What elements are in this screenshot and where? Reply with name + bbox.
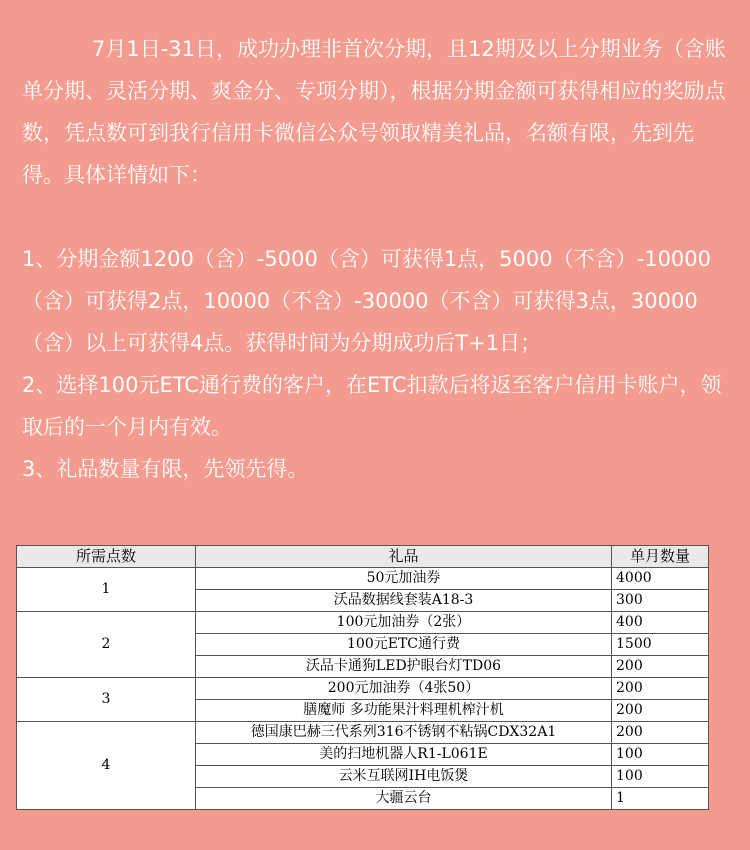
gift-cell: 沃品卡通狗LED护眼台灯TD06: [196, 656, 612, 678]
points-cell: 3: [17, 678, 196, 722]
qty-cell: 200: [612, 700, 709, 722]
table-row: [17, 568, 709, 590]
qty-cell: 300: [612, 590, 709, 612]
qty-cell: 100: [612, 744, 709, 766]
gift-cell: 膳魔师 多功能果汁料理机榨汁机: [196, 700, 612, 722]
gift-cell: 大疆云台: [196, 788, 612, 810]
header-qty: 单月数量: [612, 546, 709, 568]
rule-1: 1、分期金额1200（含）-5000（含）可获得1点，5000（不含）-10000（含）可获得2点，10000（不含）-30000（不含）可获得3点，30000（含）以上可获得4点。获得时间为分期成功后T+1日；: [22, 247, 712, 355]
qty-cell: 100: [612, 766, 709, 788]
header-gift: 礼品: [196, 546, 612, 568]
intro-paragraph: 7月1日-31日，成功办理非首次分期，且12期及以上分期业务（含账单分期、灵活分期、爽金分、专项分期），根据分期金额可获得相应的奖励点数，凭点数可到我行信用卡微信公众号领取精美礼品，名额有限，先到先得。具体详情如下：: [22, 37, 726, 187]
qty-cell: 1500: [612, 634, 709, 656]
table-header-row: [17, 546, 709, 568]
qty-cell: 4000: [612, 568, 709, 590]
gift-cell: 100元ETC通行费: [196, 634, 612, 656]
points-cell: 2: [17, 612, 196, 678]
qty-cell: 200: [612, 722, 709, 744]
qty-cell: 1: [612, 788, 709, 810]
points-cell: 4: [17, 722, 196, 810]
points-cell: 1: [17, 568, 196, 612]
qty-cell: 200: [612, 656, 709, 678]
gift-cell: 200元加油券（4张50）: [196, 678, 612, 700]
intro-text: [22, 28, 732, 490]
gift-cell: 沃品数据线套装A18-3: [196, 590, 612, 612]
gift-cell: 德国康巴赫三代系列316不锈钢不粘锅CDX32A1: [196, 722, 612, 744]
qty-cell: 200: [612, 678, 709, 700]
gift-table: [16, 545, 709, 810]
gift-cell: 美的扫地机器人R1-L061E: [196, 744, 612, 766]
qty-cell: 400: [612, 612, 709, 634]
header-points: 所需点数: [17, 546, 196, 568]
gift-cell: 50元加油券: [196, 568, 612, 590]
gift-cell: 100元加油券（2张）: [196, 612, 612, 634]
table-row: [17, 612, 709, 634]
gift-cell: 云米互联网IH电饭煲: [196, 766, 612, 788]
rule-2: 2、选择100元ETC通行费的客户，在ETC扣款后将返至客户信用卡账户，领取后的一个月内有效。: [22, 373, 722, 439]
rule-3: 3、礼品数量有限，先领先得。: [22, 457, 309, 481]
table-row: [17, 722, 709, 744]
table-row: [17, 678, 709, 700]
